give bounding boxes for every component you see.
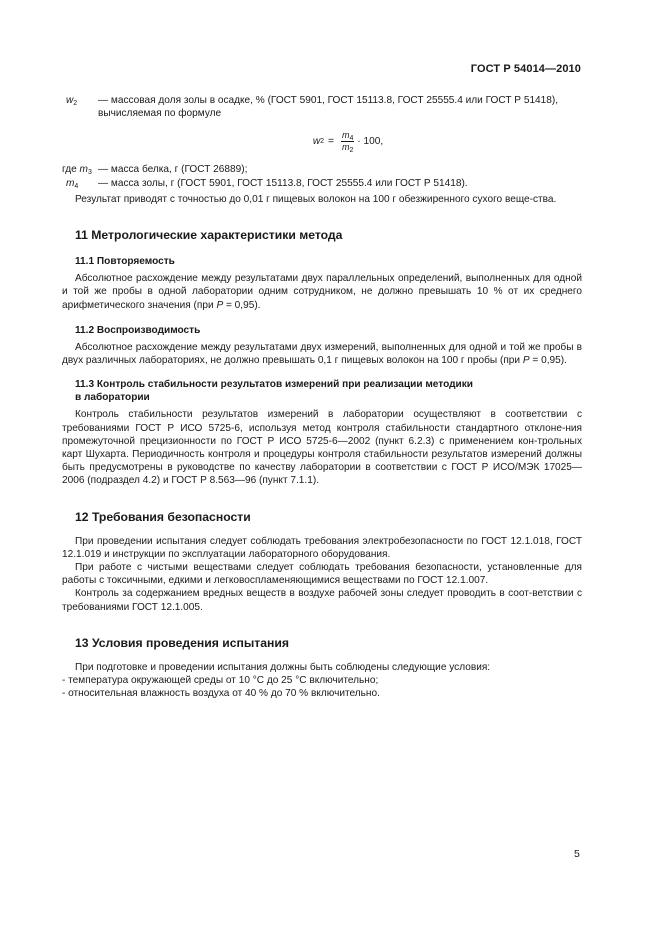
page-number: 5 xyxy=(574,848,580,860)
section-12-title: 12 Требования безопасности xyxy=(75,509,251,524)
formula-rhs: · 100, xyxy=(357,136,384,148)
section-13-title: 13 Условия проведения испытания xyxy=(75,635,290,650)
w2-definition xyxy=(62,94,582,120)
formula-equals: = xyxy=(328,136,334,148)
section-11-1-text: Абсолютное расхождение между результатами двух параллельных определений, выполненных для одной и той же пробы в одной лаборатории одним сотрудником, не должно превышать 10 % от их среднего арифметического значения (при P = 0,95). xyxy=(62,273,582,311)
w2-symbol: $w_2$ xyxy=(66,95,78,107)
m3-definition: где $m_3$ — масса белка, г (ГОСТ 26889); xyxy=(62,164,248,177)
section-11-3-text: Контроль стабильности результатов измерений в лаборатории осуществляют в соответствии с требованиями ГОСТ Р ИСО 5725-6, используя метод контроля стабильности стандартного отклоне-ния промежуточной прецизионности по ГОСТ Р ИСО 5725-6—2002 (пункт 6.2.3) с применением кон-трольных карт Шухарта. Периодичность контроля и процедуры контроля стабильности результатов измерений должны быть предусмотрены в руководстве по качеству лаборатории в соответствии с ГОСТ Р ИСО/МЭК 17025—2006 (подраздел 4.2) и ГОСТ Р 8.563—96 (пункт 7.1.1). xyxy=(62,409,582,487)
m4-definition: $m_4$ — масса золы, г (ГОСТ 5901, ГОСТ 15113.8, ГОСТ 25555.4 или ГОСТ Р 51418). xyxy=(66,177,468,190)
section-11-2-title: 11.2 Воспроизводимость xyxy=(75,324,201,336)
section-13-item-humidity: - относительная влажность воздуха от 40 % до 70 % включительно. xyxy=(62,688,380,700)
section-12-paragraph-1: При проведении испытания следует соблюдать требования электробезопасности по ГОСТ 12.1.018, ГОСТ 12.1.019 и инструкции по эксплуатации лабораторного оборудования. xyxy=(62,535,582,560)
w2-definition-line2: вычисляемая по формуле xyxy=(98,108,222,120)
section-13-intro: При подготовке и проведении испытания должны быть соблюдены следующие условия: xyxy=(75,661,491,673)
section-12-paragraph-2: При работе с чистыми веществами следует соблюдать требования безопасности, установленные для работы с токсичными, едкими и легковоспламеняющимися веществами по ГОСТ 12.1.007. xyxy=(62,562,582,587)
formula-fraction: $\frac{m_4}{m_2}$ xyxy=(341,130,354,155)
w2-definition-line1: — массовая доля золы в осадке, % (ГОСТ 5901, ГОСТ 15113.8, ГОСТ 25555.4 или ГОСТ Р 51418), xyxy=(98,95,559,106)
section-13-item-temperature: - температура окружающей среды от 10 °С до 25 °С включительно; xyxy=(62,675,379,687)
section-11-2-text: Абсолютное расхождение между результатами двух измерений, выполненных для одной и той же пробы в двух различных лабораториях, не должно превышать 0,1 г пищевых волокон на 100 г пробы (при P = 0,95). xyxy=(62,342,582,367)
ash-formula: w 2 = $\frac{m_4}{m_2}$ · 100, xyxy=(312,130,384,155)
section-11-3-title: 11.3 Контроль стабильности результатов измерений при реализации методики в лаборатории xyxy=(75,379,473,403)
result-precision-text: Результат приводят с точностью до 0,01 г пищевых волокон на 100 г обезжиренного сухого веще-ства. xyxy=(75,193,557,205)
section-11-title: 11 Метрологические характеристики метода xyxy=(75,228,343,243)
section-12-paragraph-3: Контроль за содержанием вредных веществ в воздухе рабочей зоны следует проводить в соот-ветствии с требованиями ГОСТ 12.1.005. xyxy=(62,588,582,613)
formula-lhs: w xyxy=(312,136,321,148)
standard-header: ГОСТ Р 54014—2010 xyxy=(470,63,581,75)
page-content xyxy=(62,94,582,700)
section-11-1-title: 11.1 Повторяемость xyxy=(75,256,175,268)
